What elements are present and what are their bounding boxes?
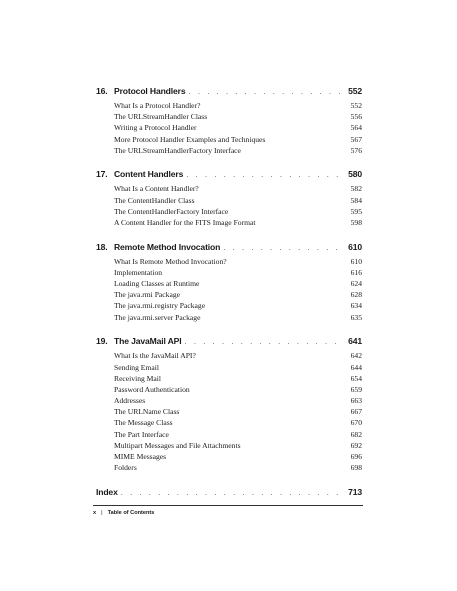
section-page: 556 (350, 112, 362, 122)
section-title: What Is a Content Handler? (114, 184, 199, 194)
section-title: The java.rmi Package (114, 290, 180, 300)
section-entry[interactable] (96, 351, 362, 362)
section-title: More Protocol Handler Examples and Techniques (114, 134, 266, 144)
chapter-block (96, 242, 362, 324)
section-title: The URLStreamHandler Class (114, 112, 208, 122)
section-entry[interactable] (96, 196, 362, 207)
chapter-page: 641 (348, 336, 362, 347)
chapter-number: 17. (96, 169, 108, 180)
footer-running-title: Table of Contents (107, 510, 155, 516)
section-entry[interactable] (96, 101, 362, 112)
chapter-block (96, 169, 362, 229)
footer-page-number: x (93, 510, 97, 516)
section-page: 616 (350, 267, 362, 277)
section-page: 663 (350, 396, 362, 406)
section-entry[interactable] (96, 112, 362, 123)
section-page: 624 (350, 279, 362, 289)
section-page: 644 (350, 362, 362, 372)
section-page: 610 (350, 256, 362, 266)
chapter-page: 552 (348, 86, 362, 96)
section-entry[interactable] (96, 463, 362, 474)
section-title: MIME Messages (114, 452, 167, 461)
section-page: 584 (350, 195, 362, 205)
section-page: 595 (350, 206, 362, 216)
section-title: The URLName Class (114, 407, 180, 417)
section-title: The ContentHandler Class (114, 195, 195, 205)
index-title: Index (96, 486, 118, 497)
section-title: Addresses (114, 396, 146, 406)
chapter-block (96, 86, 362, 157)
section-page: 682 (350, 429, 362, 439)
section-title: Sending Email (114, 362, 159, 372)
footer-rule (93, 505, 363, 506)
section-title: The Part Interface (114, 429, 169, 439)
dot-leader (186, 170, 343, 179)
section-page: 696 (350, 452, 362, 461)
section-page: 698 (350, 463, 362, 473)
section-page: 564 (350, 123, 362, 133)
section-entry[interactable] (96, 290, 362, 301)
section-entry[interactable] (96, 218, 362, 229)
section-page: 670 (350, 418, 362, 428)
section-entry[interactable] (96, 207, 362, 218)
chapter-entry[interactable] (96, 169, 362, 184)
section-title: Writing a Protocol Handler (114, 123, 197, 133)
section-entry[interactable] (96, 407, 362, 418)
section-page: 567 (350, 134, 362, 144)
dot-leader (188, 87, 343, 96)
chapter-number: 19. (96, 336, 108, 347)
chapter-entry[interactable] (96, 242, 362, 257)
section-title: What Is a Protocol Handler? (114, 101, 201, 110)
chapter-entry[interactable] (96, 336, 362, 351)
section-entry[interactable] (96, 146, 362, 157)
section-entry[interactable] (96, 363, 362, 374)
chapter-entry[interactable] (96, 86, 362, 101)
section-entry[interactable] (96, 279, 362, 290)
chapter-title: Content Handlers (114, 169, 184, 180)
section-page: 634 (350, 301, 362, 311)
section-entry[interactable] (96, 430, 362, 441)
section-entry[interactable] (96, 268, 362, 279)
section-entry[interactable] (96, 374, 362, 385)
section-title: The java.rmi.registry Package (114, 301, 206, 311)
section-title: Implementation (114, 267, 163, 277)
section-entry[interactable] (96, 418, 362, 429)
section-title: Folders (114, 463, 137, 473)
chapter-title: Remote Method Invocation (114, 241, 221, 252)
section-page: 642 (350, 351, 362, 361)
section-page: 576 (350, 145, 362, 155)
footer-separator: | (101, 510, 103, 516)
table-of-contents (96, 86, 362, 502)
dot-leader (185, 337, 344, 346)
index-entry[interactable] (96, 487, 362, 502)
section-entry[interactable] (96, 135, 362, 146)
chapter-number: 18. (96, 241, 108, 252)
section-title: Receiving Mail (114, 373, 162, 383)
section-title: The ContentHandlerFactory Interface (114, 206, 229, 216)
section-page: 659 (350, 384, 362, 394)
section-page: 552 (350, 101, 362, 110)
section-page: 654 (350, 373, 362, 383)
chapter-page: 580 (348, 169, 362, 180)
section-page: 628 (350, 290, 362, 300)
section-entry[interactable] (96, 123, 362, 134)
dot-leader (121, 488, 343, 497)
section-entry[interactable] (96, 452, 362, 463)
chapter-title: The JavaMail API (114, 336, 182, 347)
section-entry[interactable] (96, 441, 362, 452)
chapter-title: Protocol Handlers (114, 86, 186, 96)
section-page: 692 (350, 440, 362, 450)
section-entry[interactable] (96, 257, 362, 268)
section-title: Multipart Messages and File Attachments (114, 440, 241, 450)
section-page: 582 (350, 184, 362, 194)
section-entry[interactable] (96, 184, 362, 195)
section-title: The java.rmi.server Package (114, 312, 201, 322)
section-title: Password Authentication (114, 384, 190, 394)
section-title: Loading Classes at Runtime (114, 279, 200, 289)
section-entry[interactable] (96, 396, 362, 407)
section-title: What Is the JavaMail API? (114, 351, 196, 361)
section-title: A Content Handler for the FITS Image Format (114, 218, 256, 227)
chapter-page: 610 (348, 241, 362, 252)
dot-leader (223, 243, 343, 252)
chapter-number: 16. (96, 86, 108, 96)
chapter-block (96, 336, 362, 474)
section-page: 598 (350, 218, 362, 227)
section-entry[interactable] (96, 301, 362, 312)
section-title: The URLStreamHandlerFactory Interface (114, 145, 241, 155)
section-title: What Is Remote Method Invocation? (114, 256, 227, 266)
section-page: 635 (350, 312, 362, 322)
section-entry[interactable] (96, 385, 362, 396)
section-entry[interactable] (96, 313, 362, 324)
section-title: The Message Class (114, 418, 173, 428)
index-page: 713 (348, 486, 362, 497)
section-page: 667 (350, 407, 362, 417)
page-footer (93, 510, 154, 516)
